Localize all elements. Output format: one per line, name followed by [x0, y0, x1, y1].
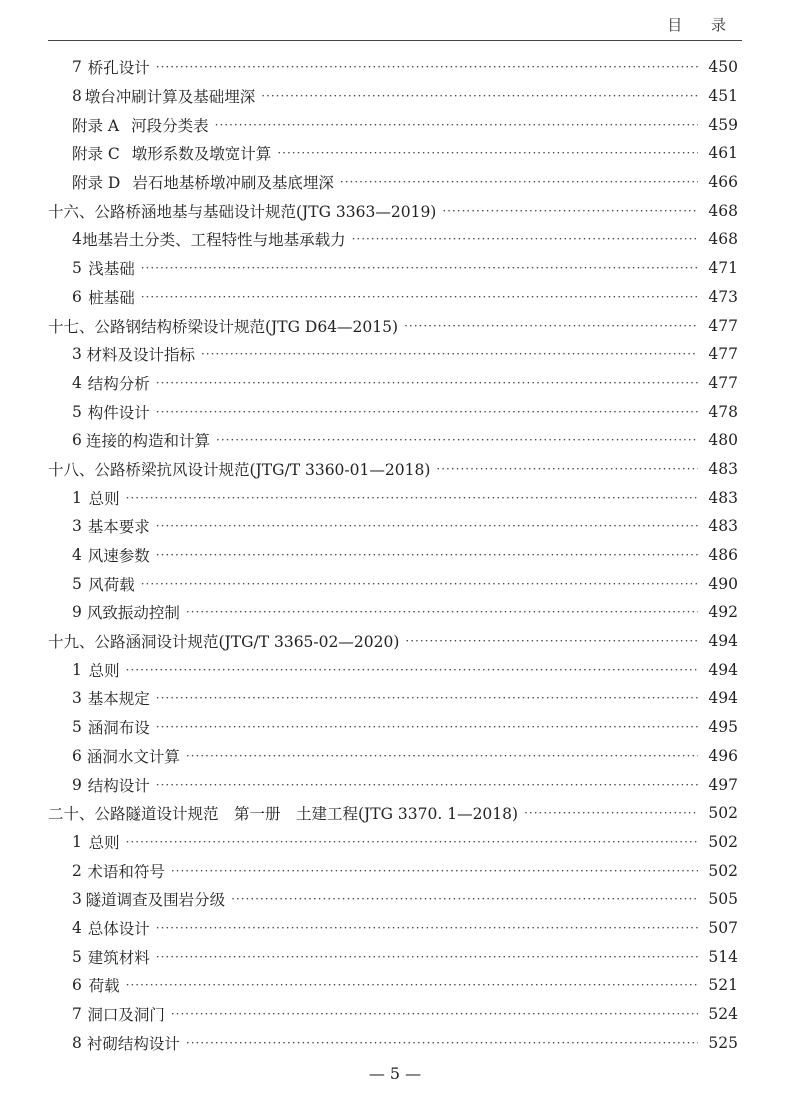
- toc-entry-row[interactable]: [48, 1028, 738, 1057]
- toc-page-number: 468: [708, 201, 738, 220]
- toc-page-number: 477: [708, 316, 738, 335]
- toc-page-number: 524: [708, 1005, 738, 1024]
- toc-entry-row[interactable]: [48, 598, 738, 627]
- toc-page-number: 478: [708, 402, 738, 421]
- toc-entry-row[interactable]: [48, 770, 738, 799]
- toc-entry-title: 风速参数: [87, 547, 150, 566]
- toc-page-number: 451: [708, 87, 738, 106]
- toc-entry-row[interactable]: [48, 426, 738, 455]
- dot-leader: [126, 978, 698, 992]
- toc-chapter-row[interactable]: [48, 455, 738, 484]
- toc-entry-title: 十七、公路钢结构桥梁设计规范(JTG D64—2015): [48, 317, 399, 336]
- dot-leader: [340, 175, 698, 189]
- toc-entry-row[interactable]: [48, 340, 738, 369]
- toc-entry-number: 5: [72, 947, 82, 966]
- toc-page-number: 483: [708, 488, 738, 507]
- toc-entry-title: 荷载: [88, 977, 120, 996]
- dot-leader: [141, 290, 698, 304]
- toc-entry-row[interactable]: [48, 684, 738, 713]
- toc-page-number: 494: [708, 660, 738, 679]
- dot-leader: [156, 921, 698, 935]
- dot-leader: [156, 519, 698, 533]
- dot-leader: [171, 1007, 698, 1021]
- toc-entry-number: 4: [72, 373, 82, 392]
- toc-entry-title: 墩形系数及墩宽计算: [131, 145, 272, 164]
- toc-entry-row[interactable]: [48, 53, 738, 82]
- toc-entry-row[interactable]: [48, 655, 738, 684]
- dot-leader: [156, 691, 698, 705]
- toc-page-number: 525: [708, 1033, 738, 1052]
- toc-entry-row[interactable]: [48, 512, 738, 541]
- dot-leader: [156, 548, 698, 562]
- toc-entry-row[interactable]: [48, 283, 738, 312]
- toc-page-number: 505: [708, 890, 738, 909]
- dot-leader: [442, 204, 698, 218]
- header-divider: [48, 40, 742, 41]
- toc-entry-title: 隧道调查及围岩分级: [85, 891, 226, 910]
- toc-chapter-row[interactable]: [48, 311, 738, 340]
- toc-page-number: 492: [708, 603, 738, 622]
- dot-leader: [126, 491, 698, 505]
- toc-page-number: 502: [708, 832, 738, 851]
- toc-entry-title: 洞口及洞门: [87, 1006, 165, 1025]
- dot-leader: [156, 950, 698, 964]
- toc-entry-row[interactable]: [48, 225, 738, 254]
- toc-entry-number: 3: [72, 890, 82, 909]
- toc-entry-number: 5: [72, 718, 82, 737]
- toc-entry-title: 浅基础: [88, 260, 135, 279]
- toc-entry-row[interactable]: [48, 1000, 738, 1029]
- dot-leader: [261, 89, 698, 103]
- toc-entry-row[interactable]: [48, 828, 738, 857]
- toc-entry-number: 3: [72, 517, 82, 536]
- toc-entry-title: 术语和符号: [87, 862, 165, 881]
- toc-entry-title: 结构设计: [87, 776, 150, 795]
- toc-entry-row[interactable]: [48, 742, 738, 771]
- toc-entry-row[interactable]: [48, 885, 738, 914]
- toc-entry-title: 河段分类表: [131, 116, 209, 135]
- toc-page-number: 486: [708, 546, 738, 565]
- toc-page-number: 468: [708, 230, 738, 249]
- toc-entry-title: 建筑材料: [87, 948, 150, 967]
- toc-entry-number: 9: [72, 775, 82, 794]
- page-number: — 5 —: [368, 1064, 422, 1083]
- toc-entry-title: 基本要求: [87, 518, 150, 537]
- dot-leader: [186, 605, 698, 619]
- toc-entry-title: 墩台冲刷计算及基础埋深: [84, 88, 256, 107]
- toc-entry-number: 3: [72, 345, 82, 364]
- toc-page-number: 502: [708, 861, 738, 880]
- dot-leader: [524, 806, 698, 820]
- toc-entry-row[interactable]: [48, 168, 738, 197]
- toc-page-number: 514: [708, 947, 738, 966]
- dot-leader: [216, 433, 698, 447]
- dot-leader: [405, 634, 698, 648]
- toc-page-number: 473: [708, 287, 738, 306]
- toc-entry-row[interactable]: [48, 541, 738, 570]
- toc-page-number: 477: [708, 373, 738, 392]
- toc-entry-title: 十六、公路桥涵地基与基础设计规范(JTG 3363—2019): [48, 202, 437, 221]
- toc-entry-row[interactable]: [48, 569, 738, 598]
- toc-entry-row[interactable]: [48, 397, 738, 426]
- toc-entry-title: 总则: [88, 489, 120, 508]
- toc-entry-title: 涵洞布设: [87, 719, 150, 738]
- toc-entry-number: 6: [72, 976, 82, 995]
- table-of-contents: [48, 53, 738, 1057]
- toc-entry-number: 8: [72, 87, 82, 106]
- toc-page-number: 496: [708, 746, 738, 765]
- toc-entry-title: 地基岩土分类、工程特性与地基承载力: [82, 231, 346, 250]
- toc-entry-number: 4: [72, 546, 82, 565]
- toc-entry-row[interactable]: [48, 139, 738, 168]
- toc-entry-number: 6: [72, 746, 82, 765]
- toc-entry-row[interactable]: [48, 483, 738, 512]
- toc-entry-title: 十九、公路涵洞设计规范(JTG/T 3365-02—2020): [48, 633, 400, 652]
- toc-page-number: 495: [708, 718, 738, 737]
- toc-entry-row[interactable]: [48, 942, 738, 971]
- toc-entry-row[interactable]: [48, 713, 738, 742]
- toc-entry-title: 岩石地基桥墩冲刷及基底埋深: [132, 174, 334, 193]
- toc-page-number: 450: [708, 58, 738, 77]
- toc-entry-number: 1: [72, 488, 82, 507]
- toc-entry-number: 附录 A: [72, 116, 120, 135]
- toc-entry-number: 5: [72, 402, 82, 421]
- dot-leader: [156, 376, 698, 390]
- toc-entry-row[interactable]: [48, 82, 738, 111]
- dot-leader: [404, 319, 698, 333]
- toc-page-number: 494: [708, 689, 738, 708]
- toc-entry-number: 附录 D: [72, 174, 121, 193]
- toc-entry-number: 8: [72, 1033, 82, 1052]
- toc-entry-title: 总则: [88, 661, 120, 680]
- toc-entry-title: 总体设计: [87, 919, 150, 938]
- toc-page-number: 494: [708, 632, 738, 651]
- toc-page-number: 459: [708, 115, 738, 134]
- toc-page-number: 490: [708, 574, 738, 593]
- toc-chapter-row[interactable]: [48, 627, 738, 656]
- running-header: 目 录: [667, 16, 738, 34]
- dot-leader: [141, 577, 698, 591]
- toc-page-number: 507: [708, 918, 738, 937]
- toc-page-number: 483: [708, 459, 738, 478]
- dot-leader: [186, 1036, 698, 1050]
- toc-page-number: 477: [708, 345, 738, 364]
- toc-page-number: 461: [708, 144, 738, 163]
- dot-leader: [156, 720, 698, 734]
- dot-leader: [126, 663, 698, 677]
- toc-entry-title: 基本规定: [87, 690, 150, 709]
- toc-entry-title: 桩基础: [88, 288, 135, 307]
- toc-entry-number: 附录 C: [72, 145, 120, 164]
- dot-leader: [156, 405, 698, 419]
- toc-entry-number: 7: [72, 58, 82, 77]
- dot-leader: [231, 892, 698, 906]
- toc-entry-title: 桥孔设计: [87, 59, 150, 78]
- dot-leader: [141, 261, 698, 275]
- dot-leader: [277, 146, 698, 160]
- toc-entry-title: 二十、公路隧道设计规范 第一册 土建工程(JTG 3370. 1—2018): [48, 805, 519, 824]
- toc-entry-number: 5: [72, 259, 82, 278]
- toc-entry-row[interactable]: [48, 971, 738, 1000]
- toc-entry-number: 1: [72, 832, 82, 851]
- toc-entry-title: 风致振动控制: [86, 604, 180, 623]
- dot-leader: [171, 864, 698, 878]
- toc-entry-number: 7: [72, 1005, 82, 1024]
- dot-leader: [186, 749, 698, 763]
- toc-entry-title: 风荷载: [88, 575, 135, 594]
- toc-entry-title: 涵洞水文计算: [86, 747, 180, 766]
- toc-entry-title: 结构分析: [87, 374, 150, 393]
- dot-leader: [156, 60, 698, 74]
- toc-page-number: 483: [708, 517, 738, 536]
- toc-entry-title: 构件设计: [87, 403, 150, 422]
- dot-leader: [201, 347, 698, 361]
- toc-entry-row[interactable]: [48, 110, 738, 139]
- toc-entry-title: 材料及设计指标: [86, 346, 195, 365]
- toc-entry-number: 2: [72, 861, 82, 880]
- toc-entry-title: 总则: [88, 833, 120, 852]
- toc-entry-number: 9: [72, 603, 82, 622]
- toc-entry-number: 5: [72, 574, 82, 593]
- toc-entry-title: 连接的构造和计算: [86, 432, 211, 451]
- toc-chapter-row[interactable]: [48, 799, 738, 828]
- toc-entry-number: 3: [72, 689, 82, 708]
- toc-page-number: 502: [708, 804, 738, 823]
- dot-leader: [436, 462, 698, 476]
- dot-leader: [156, 778, 698, 792]
- toc-entry-number: 4: [72, 918, 82, 937]
- dot-leader: [352, 232, 698, 246]
- toc-page-number: 466: [708, 173, 738, 192]
- toc-page-number: 497: [708, 775, 738, 794]
- toc-page-number: 521: [708, 976, 738, 995]
- toc-entry-number: 6: [72, 431, 82, 450]
- toc-entry-number: 6: [72, 287, 82, 306]
- toc-page-number: 471: [708, 259, 738, 278]
- toc-entry-row[interactable]: [48, 914, 738, 943]
- toc-chapter-row[interactable]: [48, 196, 738, 225]
- toc-entry-row[interactable]: [48, 254, 738, 283]
- dot-leader: [215, 118, 698, 132]
- toc-entry-number: 4: [72, 230, 82, 249]
- toc-entry-row[interactable]: [48, 369, 738, 398]
- toc-entry-title: 十八、公路桥梁抗风设计规范(JTG/T 3360-01—2018): [48, 460, 431, 479]
- toc-page-number: 480: [708, 431, 738, 450]
- toc-entry-title: 衬砌结构设计: [86, 1034, 180, 1053]
- toc-entry-number: 1: [72, 660, 82, 679]
- toc-entry-row[interactable]: [48, 856, 738, 885]
- dot-leader: [126, 835, 698, 849]
